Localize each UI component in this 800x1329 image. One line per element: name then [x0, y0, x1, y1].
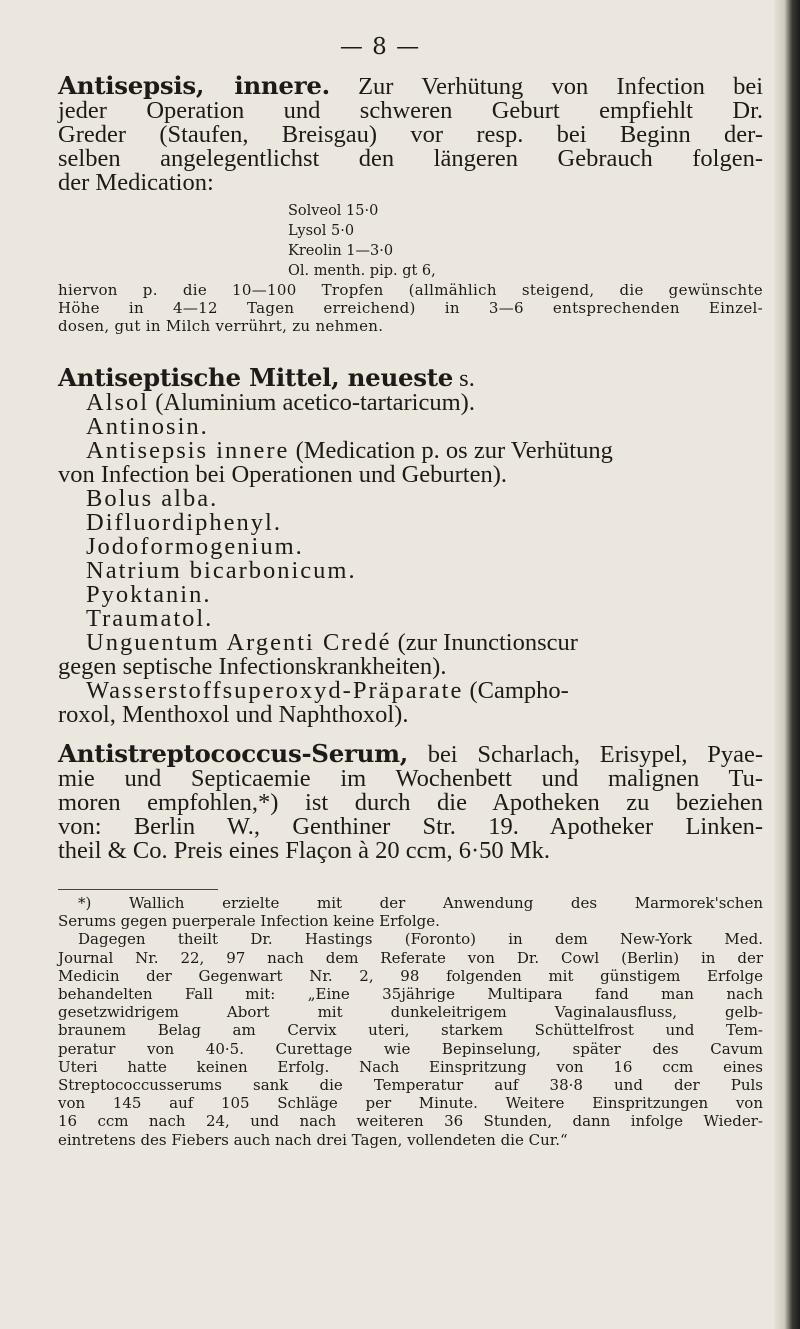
entry-heading: Antistreptococcus-Serum,	[58, 739, 408, 768]
footnote-line: Journal Nr. 22, 97 nach dem Referate von Dr. Cowl (Berlin) in der	[58, 948, 763, 967]
paragraph-line: Greder (Staufen, Breisgau) vor resp. bei Beginn der-	[58, 121, 763, 148]
footnote-line: peratur von 40·5. Curettage wie Bepinselung, später des Cavum	[58, 1039, 763, 1058]
footnote-line: Streptococcusserums sank die Temperatur auf 38·8 und der Puls	[58, 1076, 763, 1095]
section-antistreptococcus-serum	[58, 739, 764, 864]
list-item: Antinosin.	[86, 413, 209, 440]
list-item: Unguentum Argenti Credé (zur Inunctionscur	[86, 629, 578, 656]
footnote-line: von 145 auf 105 Schläge per Minute. Weitere Einspritzungen von	[58, 1094, 763, 1113]
recipe-line: Ol. menth. pip. gt 6,	[288, 263, 436, 279]
reference-list	[58, 391, 763, 727]
footnote-line: behandelten Fall mit: „Eine 35jährige Multipara fand man nach	[58, 985, 763, 1004]
footnote	[58, 877, 763, 1149]
entry-heading: Antiseptische Mittel, neueste	[58, 363, 454, 392]
list-item: Difluordiphenyl.	[86, 509, 282, 536]
see-reference: s.	[459, 365, 475, 392]
list-item-continuation: roxol, Menthoxol und Naphthoxol).	[58, 701, 409, 728]
footnote-line: braunem Belag am Cervix uteri, starkem Schüttelfrost und Tem-	[58, 1021, 763, 1040]
entry-heading: Antisepsis, innere.	[58, 71, 330, 100]
list-item: Antisepsis innere (Medication p. os zur Verhütung	[86, 437, 613, 464]
recipe-block	[58, 201, 763, 281]
dosage-line: hiervon p. die 10—100 Tropfen (allmählich steigend, die gewünschte	[58, 281, 763, 299]
paragraph-line: mie und Septicaemie im Wochenbett und malignen Tu-	[58, 765, 763, 792]
paragraph-line: von: Berlin W., Genthiner Str. 19. Apotheker Linken-	[58, 813, 763, 840]
page-edge-shadow	[774, 0, 800, 1329]
paragraph-text: Zur Verhütung von Infection bei	[358, 73, 763, 100]
footnote-line: *) Wallich erzielte mit der Anwendung des Marmorek'schen	[78, 894, 763, 912]
paragraph-line	[58, 71, 763, 100]
dosage-line: dosen, gut in Milch verrührt, zu nehmen.	[58, 317, 384, 336]
list-item: Traumatol.	[86, 605, 214, 632]
footnote-rule	[58, 889, 218, 890]
section-antiseptische-mittel	[58, 363, 763, 728]
paragraph-line: jeder Operation und schweren Geburt empfiehlt Dr.	[58, 97, 763, 124]
list-item: Alsol (Aluminium acetico-tartaricum).	[86, 389, 475, 416]
recipe-line: Lysol 5·0	[288, 223, 355, 239]
recipe-line: Kreolin 1—3·0	[288, 243, 394, 259]
list-item: Bolus alba.	[86, 485, 219, 512]
paragraph-line: moren empfohlen,*) ist durch die Apotheken zu beziehen	[58, 789, 763, 816]
paragraph-line: Antistreptococcus-Serum, bei Scharlach, Erisypel, Pyae-	[58, 739, 764, 768]
footnote-line: Uteri hatte keinen Erfolg. Nach Einspritzung von 16 ccm eines	[58, 1057, 763, 1076]
footnote-line: eintretens des Fiebers auch nach drei Tagen, vollendeten die Cur.“	[58, 1130, 568, 1149]
list-item: Natrium bicarbonicum.	[86, 557, 357, 584]
page-number: — 8 —	[339, 34, 421, 60]
footnote-line: gesetzwidrigem Abort mit dunkeleitrigem Vaginalausfluss, gelb-	[58, 1003, 763, 1022]
paragraph-line: selben angelegentlichst den längeren Gebrauch folgen-	[58, 145, 763, 172]
dosage-line: Höhe in 4—12 Tagen erreichend) in 3—6 entsprechenden Einzel-	[58, 299, 763, 318]
list-item: Jodoformogenium.	[86, 533, 304, 560]
list-item-continuation: gegen septische Infectionskrankheiten).	[58, 653, 447, 680]
footnote-line: Medicin der Gegenwart Nr. 2, 98 folgenden mit günstigem Erfolge	[58, 966, 763, 985]
paragraph-line: der Medication:	[58, 169, 214, 196]
section-antisepsis-innere	[58, 71, 763, 336]
footnote-line: 16 ccm nach 24, und nach weiteren 36 Stunden, dann infolge Wieder-	[58, 1112, 763, 1131]
list-item: Wasserstoffsuperoxyd-Präparate (Campho-	[86, 677, 569, 704]
list-item-continuation: von Infection bei Operationen und Geburten).	[58, 461, 508, 488]
footnote-line: Serums gegen puerperale Infection keine Erfolge.	[58, 912, 440, 931]
paragraph-line: theil & Co. Preis eines Flaçon à 20 ccm, 6·50 Mk.	[58, 837, 550, 864]
list-item: Pyoktanin.	[86, 581, 212, 608]
footnote-line: Dagegen theilt Dr. Hastings (Foronto) in dem New-York Med.	[78, 930, 763, 949]
recipe-line: Solveol 15·0	[288, 203, 379, 219]
entry-heading-line	[58, 363, 763, 392]
